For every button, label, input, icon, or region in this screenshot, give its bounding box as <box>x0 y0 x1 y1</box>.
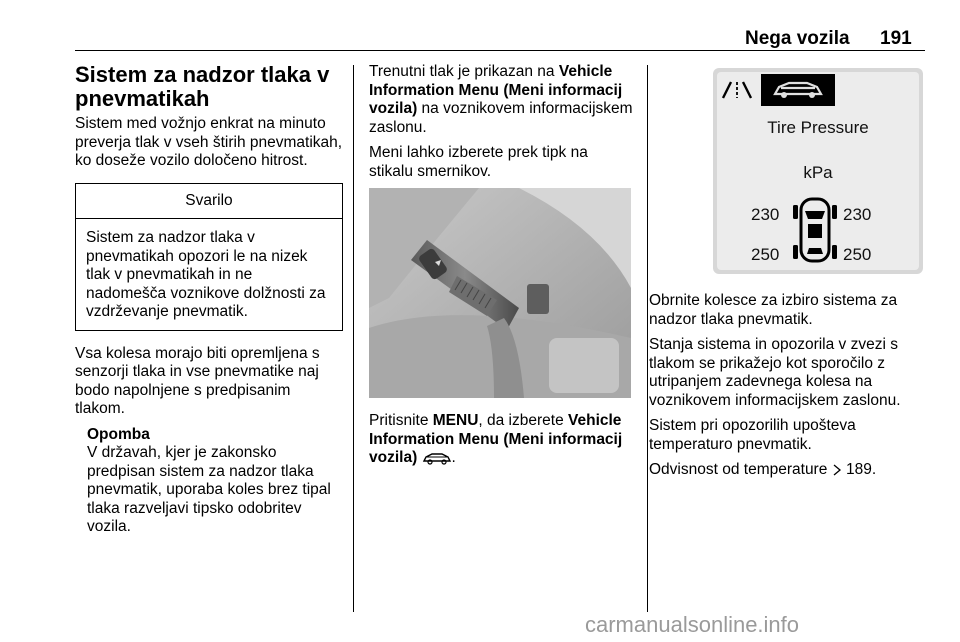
display-title: Tire Pressure <box>767 118 869 137</box>
pressure-unit: kPa <box>803 163 833 182</box>
warning-box <box>75 183 343 331</box>
text-span: na voznikovem informacijskem zaslonu. <box>369 100 633 136</box>
turn-signal-lever-photo <box>369 188 631 398</box>
note-title: Opomba <box>87 425 150 443</box>
page-reference-link[interactable]: 189 <box>845 461 872 478</box>
menu-paragraph <box>369 63 634 137</box>
column-divider-1 <box>353 65 354 612</box>
sensor-paragraph: Vsa kolesa morajo biti opremljena s senzorji tlaka in vse pnevmatike naj bodo napolnjene s predpisanim tlakom. <box>75 344 320 417</box>
column-3 <box>649 68 929 487</box>
text-span: . <box>451 449 456 466</box>
temperature-paragraph: Sistem pri opozorilih upošteva temperaturo pnevmatik. <box>649 417 856 453</box>
reference-arrow-icon <box>832 464 842 476</box>
car-menu-icon <box>422 451 452 465</box>
intro-paragraph: Sistem med vožnjo enkrat na minuto preverja tlak v vseh štirih pnevmatikah, ko doseže vozilo določeno hitrost. <box>75 115 343 169</box>
watermark: carmanualsonline.info <box>585 612 800 637</box>
column-divider-2 <box>647 65 648 612</box>
header-rule <box>75 50 925 51</box>
note-block <box>87 426 343 537</box>
text-span: Pritisnite <box>369 412 433 429</box>
rear-right-pressure: 250 <box>843 245 872 264</box>
note-text: V državah, kjer je zakonsko predpisan sistem za nadzor tlaka pnevmatik, uporaba koles brez tipal tlaka razveljavi tipsko odobritev vozila. <box>87 444 331 535</box>
text-span: Odvisnost od temperature <box>649 461 832 478</box>
front-right-pressure: 230 <box>843 205 872 224</box>
text-span: , da izberete <box>478 412 568 429</box>
vehicle-menu-label: Vehicle Information Menu (Meni informacij vozila) <box>369 412 623 466</box>
front-left-pressure: 230 <box>751 205 780 224</box>
column-2 <box>369 63 634 475</box>
column-1 <box>75 63 343 537</box>
reference-paragraph <box>649 461 929 480</box>
text-span: Trenutni tlak je prikazan na <box>369 63 559 80</box>
select-system-paragraph: Obrnite kolesce za izbiro sistema za nadzor tlaka pnevmatik. <box>649 292 898 328</box>
press-menu-paragraph <box>369 412 634 468</box>
tire-pressure-display <box>713 68 923 274</box>
rear-left-pressure: 250 <box>751 245 780 264</box>
selection-paragraph: Meni lahko izberete prek tipk na stikalu smernikov. <box>369 144 588 180</box>
vehicle-menu-label: Vehicle Information Menu (Meni informacij vozila) <box>369 63 623 117</box>
section-title: Nega vozila <box>745 28 850 49</box>
menu-button-label: MENU <box>432 412 479 429</box>
text-span: . <box>871 461 877 478</box>
section-heading: Sistem za nadzor tlaka v pnevmatikah <box>75 62 330 111</box>
page-number: 191 <box>880 28 912 49</box>
vehicle-tab <box>761 74 835 106</box>
warning-title: Svarilo <box>76 184 342 220</box>
status-paragraph: Stanja sistema in opozorila v zvezi s tlakom se prikažejo kot sporočilo z utripanjem zadevnega kolesa na voznikovem informacijskem zaslonu. <box>649 336 901 409</box>
warning-text: Sistem za nadzor tlaka v pnevmatikah opozori le na nizek tlak v pnevmatikah in ne nadomešča voznikove dolžnosti za vzdrževanje pnevmatik. <box>86 229 326 320</box>
